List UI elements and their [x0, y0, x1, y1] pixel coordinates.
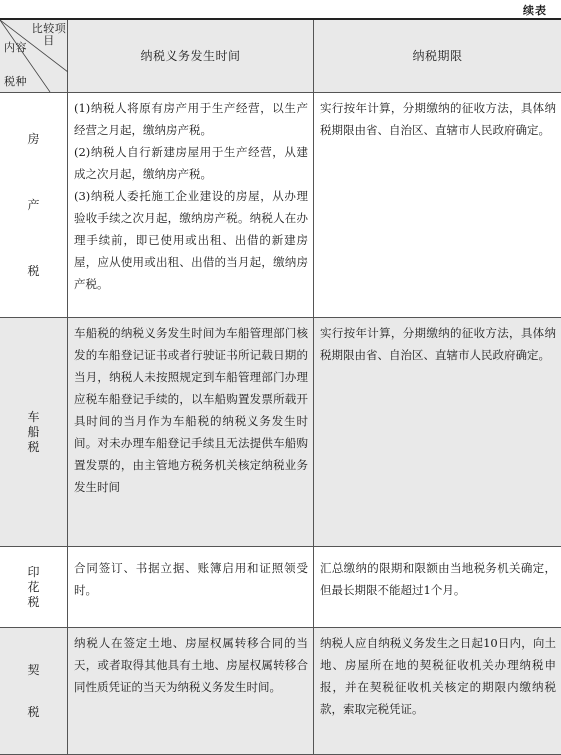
- tax-comparison-table: [0, 18, 561, 755]
- occurrence-text: 合同签订、书据立据、账簿启用和证照领受时。: [74, 561, 308, 597]
- diagonal-header-cell: [0, 20, 68, 92]
- period-cell: [314, 547, 561, 627]
- corner-label-tax-type: 税种: [4, 75, 27, 88]
- tax-name-char: 车: [27, 409, 40, 424]
- period-cell: [314, 318, 561, 546]
- table-row: [0, 318, 561, 547]
- tax-name-char: 房: [27, 132, 40, 146]
- occurrence-cell: [68, 318, 314, 546]
- tax-name-char: 税: [27, 264, 40, 278]
- corner-label-content: 内容: [4, 41, 27, 54]
- tax-name-cell: [0, 628, 68, 754]
- period-cell: [314, 628, 561, 754]
- period-text: 汇总缴纳的限期和限额由当地税务机关确定，但最长期限不能超过1个月。: [320, 561, 556, 597]
- corner-label-items: 比较项目: [31, 22, 67, 47]
- header-occurrence-time: 纳税义务发生时间: [68, 20, 314, 92]
- table-row: [0, 93, 561, 318]
- table-row: [0, 628, 561, 754]
- tax-name-cell: [0, 547, 68, 627]
- occurrence-cell: [68, 628, 314, 754]
- tax-name-char: 产: [27, 198, 40, 212]
- tax-name-cell: [0, 93, 68, 317]
- tax-name-char: 契: [27, 663, 40, 677]
- header-tax-period: 纳税期限: [412, 49, 463, 63]
- tax-name-cell: [0, 318, 68, 546]
- period-cell: [314, 93, 561, 317]
- table-row: [0, 547, 561, 628]
- table-header-row: [0, 20, 561, 93]
- period-text: 实行按年计算，分期缴纳的征收方法，具体纳税期限由省、自治区、直辖市人民政府确定。: [320, 326, 556, 362]
- tax-name-char: 税: [27, 439, 40, 454]
- occurrence-cell: [68, 547, 314, 627]
- period-text: 实行按年计算，分期缴纳的征收方法，具体纳税期限由省、自治区、直辖市人民政府确定。: [320, 101, 556, 137]
- occurrence-cell: [68, 93, 314, 317]
- occurrence-text: (1)纳税人将原有房产用于生产经营，以生产经营之月起，缴纳房产税。: [74, 101, 308, 137]
- continued-label: 续表: [523, 4, 547, 17]
- occurrence-text: (2)纳税人自行新建房屋用于生产经营，从建成之次月起，缴纳房产税。: [74, 145, 308, 181]
- tax-name-char: 船: [27, 424, 40, 439]
- occurrence-text: 车船税的纳税义务发生时间为车船管理部门核发的车船登记证书或者行驶证书所记载日期的当月，纳税人未按照规定到车船管理部门办理应税车船登记手续的，以车船购置发票所载开具时间的当月作为车船税的纳税义务发生时间。对未办理车船登记手续且无法提供车船购置发票的，由主管地方税务机关核定纳税业务发生时间: [74, 326, 308, 494]
- period-text: 纳税人应自纳税义务发生之日起10日内，向土地、房屋所在地的契税征收机关办理纳税申报，并在契税征收机关核定的期限内缴纳税款，索取完税凭证。: [320, 636, 556, 716]
- tax-name-char: 税: [27, 594, 40, 609]
- tax-name-char: 税: [27, 705, 40, 719]
- occurrence-text: 纳税人在签定土地、房屋权属转移合同的当天，或者取得其他具有土地、房屋权属转移合同性质凭证的当天为纳税义务发生时间。: [74, 636, 308, 694]
- occurrence-text: (3)纳税人委托施工企业建设的房屋，从办理验收手续之次月起，缴纳房产税。纳税人在办理手续前，即已使用或出租、出借的新建房屋，应从使用或出租、出借的当月起，缴纳房产税。: [74, 189, 308, 291]
- tax-name-char: 花: [27, 579, 40, 594]
- tax-name-char: 印: [27, 564, 40, 579]
